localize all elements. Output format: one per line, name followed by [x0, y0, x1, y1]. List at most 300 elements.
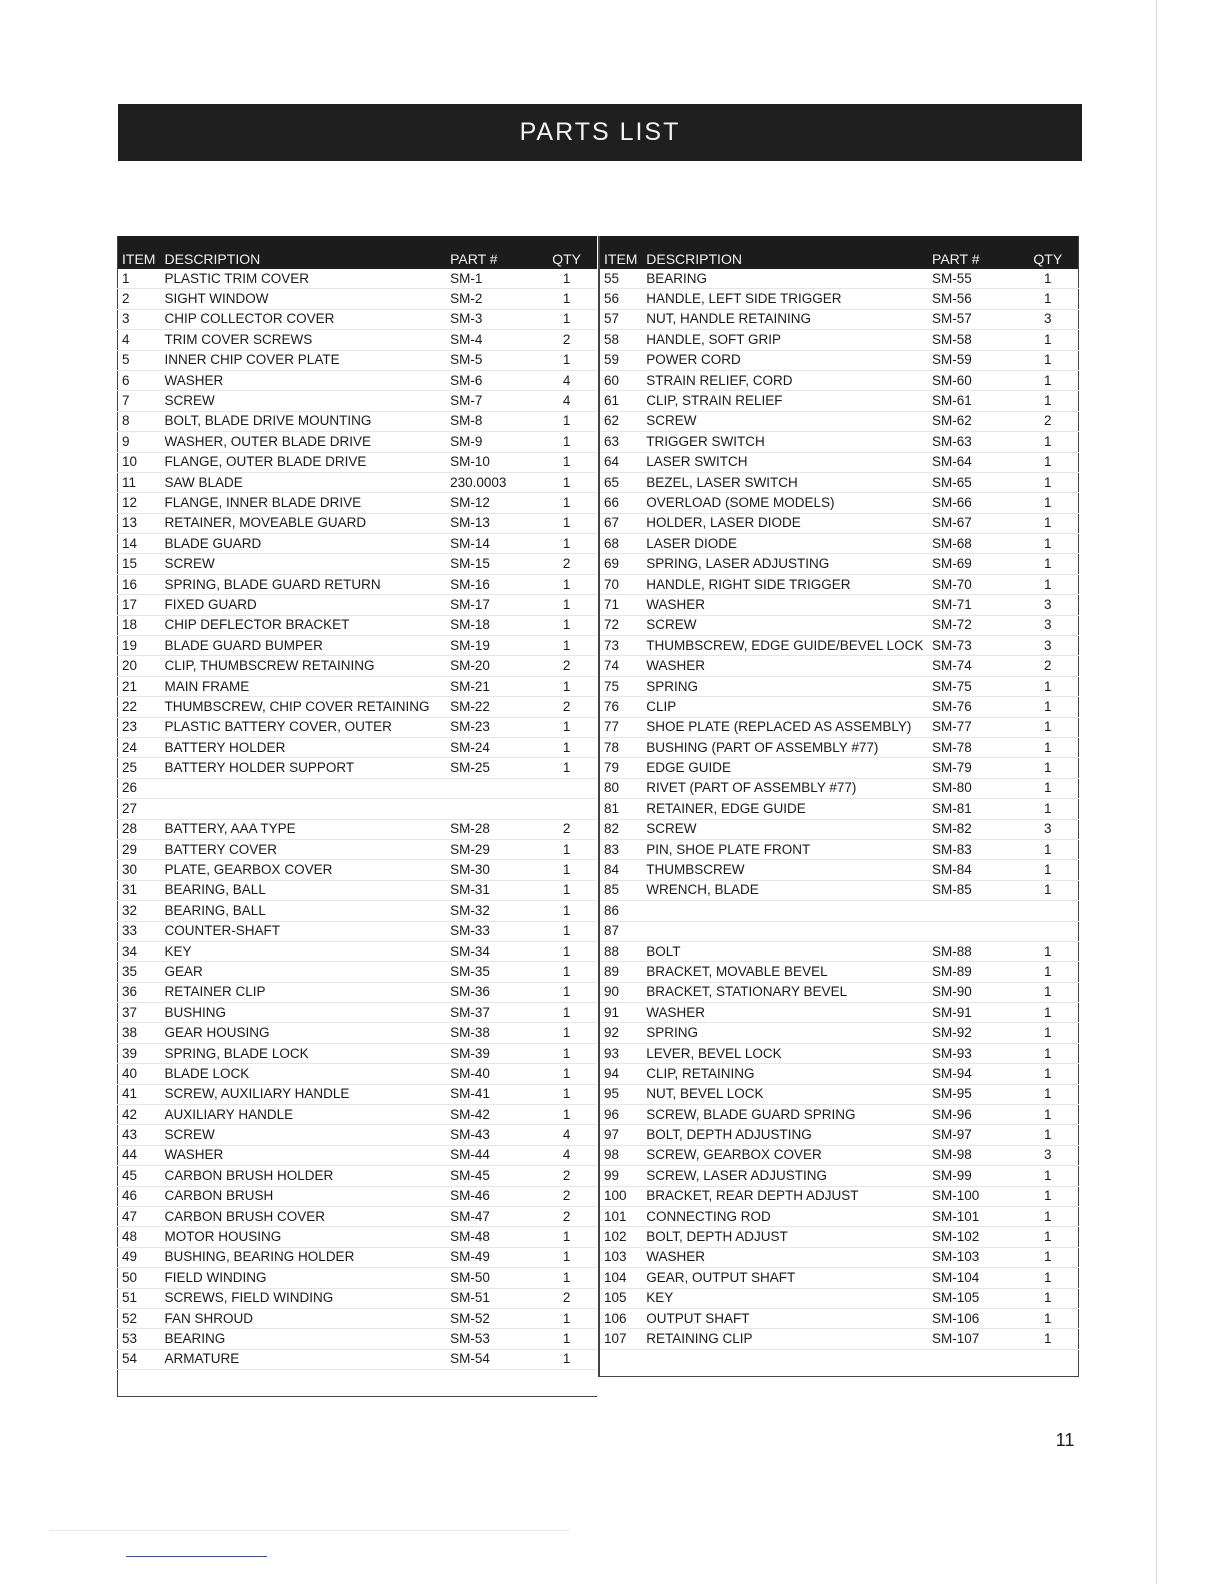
item-number-cell: 7 — [118, 391, 161, 411]
table-row — [599, 472, 1079, 492]
item-number-cell: 72 — [599, 615, 642, 635]
qty-cell: 1 — [1018, 676, 1079, 696]
item-number-cell: 17 — [118, 595, 161, 615]
table-row — [599, 656, 1079, 676]
description-cell: BRACKET, STATIONARY BEVEL — [642, 982, 928, 1002]
qty-cell: 1 — [1018, 1084, 1079, 1104]
part-number-cell: SM-76 — [928, 697, 1018, 717]
qty-cell: 1 — [536, 574, 597, 594]
parts-table-right — [598, 236, 1079, 1377]
description-cell: RETAINER, EDGE GUIDE — [642, 799, 928, 819]
item-number-cell: 100 — [599, 1186, 642, 1206]
description-cell: GEAR HOUSING — [161, 1023, 447, 1043]
part-number-cell: SM-38 — [446, 1023, 536, 1043]
table-row — [118, 1308, 598, 1328]
item-number-cell: 107 — [599, 1329, 642, 1349]
item-number-cell: 62 — [599, 411, 642, 431]
item-number-cell: 3 — [118, 309, 161, 329]
part-number-cell: SM-4 — [446, 330, 536, 350]
qty-cell: 1 — [1018, 1125, 1079, 1145]
description-cell: BRACKET, REAR DEPTH ADJUST — [642, 1186, 928, 1206]
qty-cell: 1 — [1018, 330, 1079, 350]
part-number-cell: SM-79 — [928, 758, 1018, 778]
description-cell: BOLT, DEPTH ADJUSTING — [642, 1125, 928, 1145]
item-number-cell: 14 — [118, 534, 161, 554]
qty-cell: 1 — [536, 982, 597, 1002]
part-number-cell: SM-42 — [446, 1105, 536, 1125]
description-cell: SPRING, BLADE GUARD RETURN — [161, 574, 447, 594]
table-row — [118, 1206, 598, 1226]
table-bottom-padding — [599, 1349, 1079, 1376]
qty-cell: 1 — [536, 717, 597, 737]
item-number-cell: 9 — [118, 432, 161, 452]
table-row — [599, 289, 1079, 309]
header-item: ITEM — [599, 236, 642, 269]
item-number-cell: 36 — [118, 982, 161, 1002]
part-number-cell: SM-54 — [446, 1349, 536, 1369]
qty-cell: 1 — [1018, 1206, 1079, 1226]
table-row — [118, 615, 598, 635]
qty-cell: 2 — [536, 1288, 597, 1308]
item-number-cell: 58 — [599, 330, 642, 350]
qty-cell: 3 — [1018, 636, 1079, 656]
table-row — [118, 1247, 598, 1267]
part-number-cell: SM-29 — [446, 839, 536, 859]
description-cell: BRACKET, MOVABLE BEVEL — [642, 962, 928, 982]
table-row — [599, 452, 1079, 472]
table-header-row — [599, 236, 1079, 269]
description-cell: PLASTIC BATTERY COVER, OUTER — [161, 717, 447, 737]
padding-cell — [446, 1370, 536, 1397]
description-cell: LASER DIODE — [642, 534, 928, 554]
item-number-cell: 4 — [118, 330, 161, 350]
item-number-cell: 52 — [118, 1308, 161, 1328]
item-number-cell: 33 — [118, 921, 161, 941]
item-number-cell: 18 — [118, 615, 161, 635]
part-number-cell: SM-93 — [928, 1043, 1018, 1063]
item-number-cell: 37 — [118, 1003, 161, 1023]
item-number-cell: 63 — [599, 432, 642, 452]
item-number-cell: 75 — [599, 676, 642, 696]
part-number-cell: SM-75 — [928, 676, 1018, 696]
table-row — [118, 737, 598, 757]
table-row — [118, 370, 598, 390]
description-cell: SCREW — [642, 411, 928, 431]
description-cell: BEARING, BALL — [161, 901, 447, 921]
qty-cell: 1 — [536, 1227, 597, 1247]
table-row — [599, 839, 1079, 859]
part-number-cell: SM-90 — [928, 982, 1018, 1002]
table-row — [599, 819, 1079, 839]
qty-cell: 1 — [536, 472, 597, 492]
qty-cell: 2 — [536, 330, 597, 350]
qty-cell: 1 — [1018, 799, 1079, 819]
left-rows — [118, 269, 598, 1397]
description-cell: KEY — [642, 1288, 928, 1308]
qty-cell: 1 — [536, 1003, 597, 1023]
qty-cell: 1 — [536, 636, 597, 656]
table-row — [118, 1329, 598, 1349]
description-cell: BATTERY COVER — [161, 839, 447, 859]
part-number-cell: SM-105 — [928, 1288, 1018, 1308]
part-number-cell: SM-102 — [928, 1227, 1018, 1247]
qty-cell: 1 — [1018, 1166, 1079, 1186]
table-row — [118, 595, 598, 615]
qty-cell: 2 — [536, 656, 597, 676]
item-number-cell: 26 — [118, 778, 161, 798]
part-number-cell: SM-92 — [928, 1023, 1018, 1043]
part-number-cell: SM-98 — [928, 1145, 1018, 1165]
part-number-cell: SM-52 — [446, 1308, 536, 1328]
table-row — [118, 1288, 598, 1308]
table-row — [118, 778, 598, 798]
qty-cell: 1 — [536, 1064, 597, 1084]
description-cell: PLATE, GEARBOX COVER — [161, 860, 447, 880]
part-number-cell: SM-67 — [928, 513, 1018, 533]
item-number-cell: 57 — [599, 309, 642, 329]
table-row — [599, 513, 1079, 533]
qty-cell: 1 — [1018, 574, 1079, 594]
qty-cell: 2 — [536, 554, 597, 574]
part-number-cell: SM-28 — [446, 819, 536, 839]
table-row — [599, 411, 1079, 431]
table-row — [599, 697, 1079, 717]
item-number-cell: 102 — [599, 1227, 642, 1247]
part-number-cell: SM-3 — [446, 309, 536, 329]
header-qty: QTY — [1018, 236, 1079, 269]
part-number-cell: SM-25 — [446, 758, 536, 778]
description-cell: STRAIN RELIEF, CORD — [642, 370, 928, 390]
table-row — [599, 676, 1079, 696]
item-number-cell: 79 — [599, 758, 642, 778]
item-number-cell: 84 — [599, 860, 642, 880]
description-cell: OUTPUT SHAFT — [642, 1308, 928, 1328]
table-row — [118, 432, 598, 452]
qty-cell — [1018, 921, 1079, 941]
item-number-cell: 51 — [118, 1288, 161, 1308]
table-row — [599, 1023, 1079, 1043]
item-number-cell: 82 — [599, 819, 642, 839]
description-cell: SPRING — [642, 676, 928, 696]
description-cell: FLANGE, OUTER BLADE DRIVE — [161, 452, 447, 472]
description-cell: NUT, HANDLE RETAINING — [642, 309, 928, 329]
item-number-cell: 87 — [599, 921, 642, 941]
part-number-cell: SM-41 — [446, 1084, 536, 1104]
item-number-cell: 67 — [599, 513, 642, 533]
description-cell: THUMBSCREW, EDGE GUIDE/BEVEL LOCK — [642, 636, 928, 656]
description-cell: MOTOR HOUSING — [161, 1227, 447, 1247]
item-number-cell: 31 — [118, 880, 161, 900]
description-cell: BUSHING (PART OF ASSEMBLY #77) — [642, 737, 928, 757]
table-row — [599, 799, 1079, 819]
part-number-cell: SM-36 — [446, 982, 536, 1002]
part-number-cell: SM-53 — [446, 1329, 536, 1349]
item-number-cell: 42 — [118, 1105, 161, 1125]
description-cell: CLIP, THUMBSCREW RETAINING — [161, 656, 447, 676]
description-cell: SCREW — [642, 819, 928, 839]
part-number-cell: SM-66 — [928, 493, 1018, 513]
description-cell: WASHER — [161, 370, 447, 390]
qty-cell: 2 — [536, 697, 597, 717]
table-row — [118, 534, 598, 554]
part-number-cell: SM-74 — [928, 656, 1018, 676]
table-row — [599, 269, 1079, 289]
table-row — [599, 1145, 1079, 1165]
qty-cell: 1 — [1018, 1003, 1079, 1023]
table-row — [599, 1308, 1079, 1328]
item-number-cell: 44 — [118, 1145, 161, 1165]
qty-cell: 3 — [1018, 1145, 1079, 1165]
qty-cell: 1 — [536, 615, 597, 635]
description-cell: WASHER — [642, 595, 928, 615]
qty-cell: 1 — [536, 1023, 597, 1043]
qty-cell: 1 — [1018, 1227, 1079, 1247]
qty-cell: 1 — [536, 513, 597, 533]
page-edge-line — [1156, 0, 1157, 1584]
table-row — [118, 758, 598, 778]
item-number-cell: 12 — [118, 493, 161, 513]
qty-cell: 1 — [536, 921, 597, 941]
description-cell: AUXILIARY HANDLE — [161, 1105, 447, 1125]
description-cell: WRENCH, BLADE — [642, 880, 928, 900]
part-number-cell: SM-63 — [928, 432, 1018, 452]
qty-cell: 1 — [1018, 1064, 1079, 1084]
table-row — [599, 901, 1079, 921]
description-cell: HOLDER, LASER DIODE — [642, 513, 928, 533]
item-number-cell: 38 — [118, 1023, 161, 1043]
description-cell: HANDLE, LEFT SIDE TRIGGER — [642, 289, 928, 309]
table-row — [599, 1003, 1079, 1023]
table-row — [599, 615, 1079, 635]
item-number-cell: 13 — [118, 513, 161, 533]
part-number-cell: SM-12 — [446, 493, 536, 513]
table-row — [118, 941, 598, 961]
qty-cell: 1 — [1018, 534, 1079, 554]
table-row — [118, 901, 598, 921]
item-number-cell: 91 — [599, 1003, 642, 1023]
description-cell: ARMATURE — [161, 1349, 447, 1369]
item-number-cell: 41 — [118, 1084, 161, 1104]
description-cell: SAW BLADE — [161, 472, 447, 492]
description-cell: FIELD WINDING — [161, 1268, 447, 1288]
part-number-cell: SM-47 — [446, 1206, 536, 1226]
table-row — [599, 1186, 1079, 1206]
description-cell: RETAINER, MOVEABLE GUARD — [161, 513, 447, 533]
table-row — [599, 1125, 1079, 1145]
part-number-cell: SM-56 — [928, 289, 1018, 309]
description-cell: CLIP, RETAINING — [642, 1064, 928, 1084]
item-number-cell: 56 — [599, 289, 642, 309]
item-number-cell: 30 — [118, 860, 161, 880]
qty-cell: 1 — [1018, 1288, 1079, 1308]
item-number-cell: 105 — [599, 1288, 642, 1308]
footer-rule — [50, 1530, 570, 1531]
table-row — [599, 493, 1079, 513]
item-number-cell: 40 — [118, 1064, 161, 1084]
item-number-cell: 60 — [599, 370, 642, 390]
item-number-cell: 64 — [599, 452, 642, 472]
part-number-cell: SM-81 — [928, 799, 1018, 819]
part-number-cell: SM-96 — [928, 1105, 1018, 1125]
description-cell: HANDLE, RIGHT SIDE TRIGGER — [642, 574, 928, 594]
qty-cell: 1 — [536, 962, 597, 982]
header-description: DESCRIPTION — [642, 236, 928, 269]
page-title: PARTS LIST — [519, 118, 681, 146]
table-row — [118, 962, 598, 982]
item-number-cell: 78 — [599, 737, 642, 757]
item-number-cell: 97 — [599, 1125, 642, 1145]
part-number-cell: SM-34 — [446, 941, 536, 961]
qty-cell: 4 — [536, 1125, 597, 1145]
description-cell: GEAR, OUTPUT SHAFT — [642, 1268, 928, 1288]
item-number-cell: 35 — [118, 962, 161, 982]
item-number-cell: 39 — [118, 1043, 161, 1063]
part-number-cell: SM-9 — [446, 432, 536, 452]
table-row — [118, 1064, 598, 1084]
item-number-cell: 47 — [118, 1206, 161, 1226]
item-number-cell: 86 — [599, 901, 642, 921]
part-number-cell: SM-1 — [446, 269, 536, 289]
table-row — [118, 717, 598, 737]
part-number-cell: SM-65 — [928, 472, 1018, 492]
description-cell — [642, 921, 928, 941]
table-row — [118, 1268, 598, 1288]
item-number-cell: 46 — [118, 1186, 161, 1206]
table-row — [599, 737, 1079, 757]
table-row — [599, 962, 1079, 982]
part-number-cell: SM-35 — [446, 962, 536, 982]
description-cell: OVERLOAD (SOME MODELS) — [642, 493, 928, 513]
table-row — [599, 1268, 1079, 1288]
description-cell: BLADE LOCK — [161, 1064, 447, 1084]
part-number-cell: SM-22 — [446, 697, 536, 717]
description-cell: BLADE GUARD BUMPER — [161, 636, 447, 656]
part-number-cell: SM-44 — [446, 1145, 536, 1165]
description-cell: SHOE PLATE (REPLACED AS ASSEMBLY) — [642, 717, 928, 737]
table-row — [118, 839, 598, 859]
item-number-cell: 50 — [118, 1268, 161, 1288]
qty-cell: 1 — [536, 1105, 597, 1125]
description-cell: MAIN FRAME — [161, 676, 447, 696]
item-number-cell: 20 — [118, 656, 161, 676]
part-number-cell: SM-19 — [446, 636, 536, 656]
table-row — [599, 982, 1079, 1002]
qty-cell: 1 — [536, 839, 597, 859]
qty-cell: 1 — [536, 595, 597, 615]
item-number-cell: 83 — [599, 839, 642, 859]
table-row — [118, 1349, 598, 1369]
qty-cell: 1 — [1018, 860, 1079, 880]
part-number-cell — [446, 778, 536, 798]
part-number-cell: SM-37 — [446, 1003, 536, 1023]
description-cell: RETAINING CLIP — [642, 1329, 928, 1349]
part-number-cell: 230.0003 — [446, 472, 536, 492]
padding-cell — [599, 1349, 642, 1376]
part-number-cell: SM-17 — [446, 595, 536, 615]
part-number-cell: SM-55 — [928, 269, 1018, 289]
qty-cell: 1 — [1018, 941, 1079, 961]
part-number-cell: SM-88 — [928, 941, 1018, 961]
description-cell: CARBON BRUSH COVER — [161, 1206, 447, 1226]
qty-cell: 1 — [536, 880, 597, 900]
qty-cell: 1 — [536, 534, 597, 554]
item-number-cell: 96 — [599, 1105, 642, 1125]
part-number-cell: SM-64 — [928, 452, 1018, 472]
qty-cell: 1 — [536, 676, 597, 696]
table-row — [118, 1186, 598, 1206]
table-row — [118, 554, 598, 574]
description-cell — [161, 799, 447, 819]
table-row — [599, 1043, 1079, 1063]
table-row — [118, 697, 598, 717]
table-row — [599, 309, 1079, 329]
part-number-cell: SM-15 — [446, 554, 536, 574]
part-number-cell: SM-100 — [928, 1186, 1018, 1206]
qty-cell: 1 — [536, 1268, 597, 1288]
description-cell: COUNTER-SHAFT — [161, 921, 447, 941]
item-number-cell: 27 — [118, 799, 161, 819]
description-cell: CHIP COLLECTOR COVER — [161, 309, 447, 329]
part-number-cell: SM-77 — [928, 717, 1018, 737]
part-number-cell: SM-106 — [928, 1308, 1018, 1328]
qty-cell: 1 — [536, 737, 597, 757]
description-cell: SCREWS, FIELD WINDING — [161, 1288, 447, 1308]
description-cell: BEARING, BALL — [161, 880, 447, 900]
part-number-cell: SM-32 — [446, 901, 536, 921]
table-row — [599, 350, 1079, 370]
part-number-cell: SM-30 — [446, 860, 536, 880]
part-number-cell: SM-103 — [928, 1247, 1018, 1267]
description-cell: SCREW, BLADE GUARD SPRING — [642, 1105, 928, 1125]
table-row — [599, 1329, 1079, 1349]
qty-cell: 1 — [1018, 350, 1079, 370]
table-row — [599, 370, 1079, 390]
part-number-cell: SM-5 — [446, 350, 536, 370]
qty-cell: 1 — [1018, 778, 1079, 798]
item-number-cell: 71 — [599, 595, 642, 615]
item-number-cell: 24 — [118, 737, 161, 757]
description-cell: KEY — [161, 941, 447, 961]
qty-cell: 1 — [536, 1084, 597, 1104]
qty-cell: 1 — [536, 1247, 597, 1267]
part-number-cell: SM-71 — [928, 595, 1018, 615]
description-cell: SPRING, BLADE LOCK — [161, 1043, 447, 1063]
item-number-cell: 103 — [599, 1247, 642, 1267]
table-row — [118, 289, 598, 309]
description-cell: SCREW — [161, 554, 447, 574]
description-cell: RIVET (PART OF ASSEMBLY #77) — [642, 778, 928, 798]
description-cell: SCREW, GEARBOX COVER — [642, 1145, 928, 1165]
qty-cell: 3 — [1018, 615, 1079, 635]
qty-cell: 1 — [536, 432, 597, 452]
item-number-cell: 55 — [599, 269, 642, 289]
table-row — [118, 1043, 598, 1063]
table-row — [118, 799, 598, 819]
description-cell: LEVER, BEVEL LOCK — [642, 1043, 928, 1063]
table-row — [118, 1023, 598, 1043]
item-number-cell: 48 — [118, 1227, 161, 1247]
item-number-cell: 5 — [118, 350, 161, 370]
part-number-cell — [928, 921, 1018, 941]
description-cell: NUT, BEVEL LOCK — [642, 1084, 928, 1104]
item-number-cell: 93 — [599, 1043, 642, 1063]
qty-cell: 4 — [536, 1145, 597, 1165]
parts-list-banner — [118, 104, 1082, 161]
item-number-cell: 16 — [118, 574, 161, 594]
part-number-cell: SM-62 — [928, 411, 1018, 431]
parts-table-left — [117, 236, 597, 1397]
item-number-cell: 11 — [118, 472, 161, 492]
